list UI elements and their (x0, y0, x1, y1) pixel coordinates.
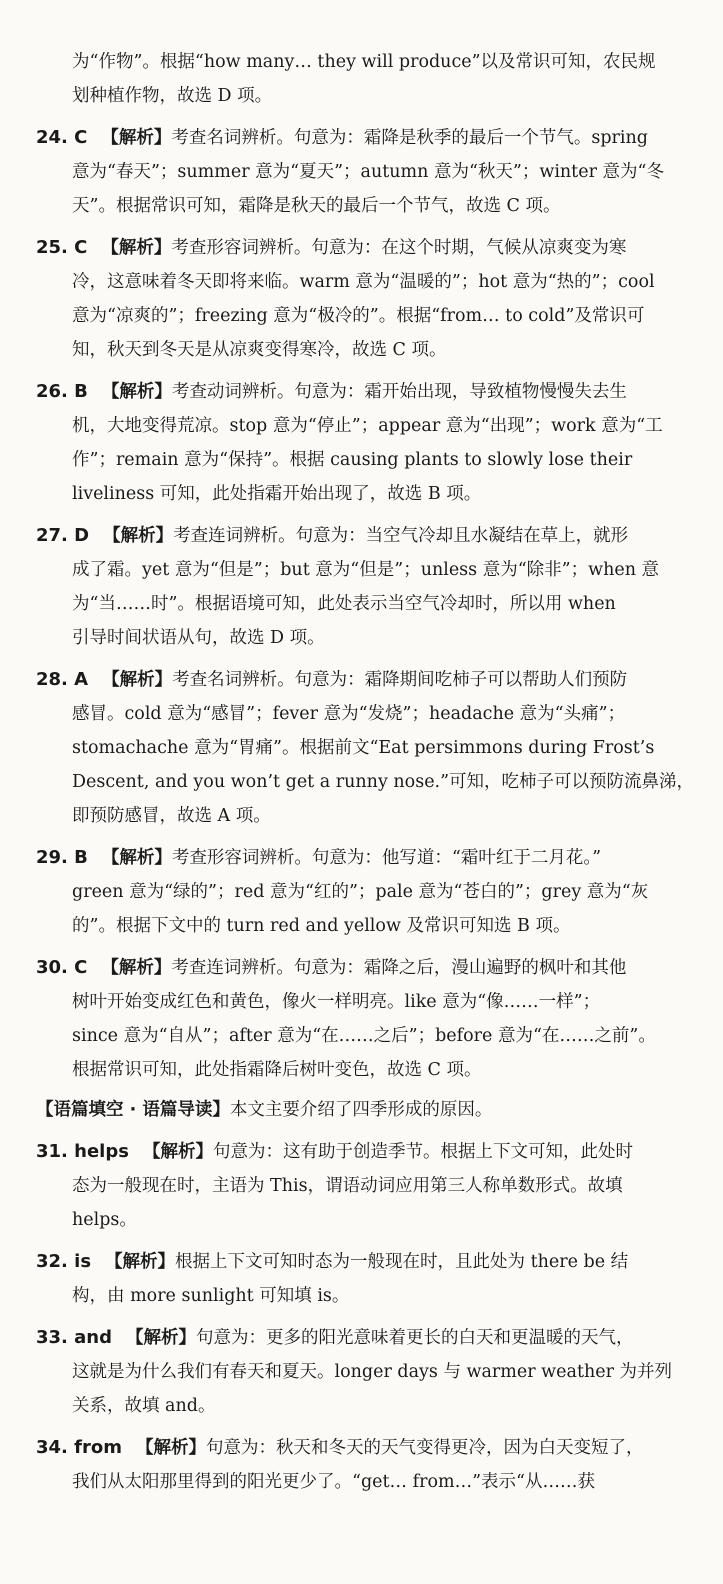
text-line (0, 445, 713, 475)
line-text: green 意为“绿的”；red 意为“红的”；pale 意为“苍白的”；grey 意为“灰 (72, 882, 649, 902)
section-heading (0, 1095, 713, 1125)
text-line (0, 267, 713, 297)
line-text: 构，由 more sunlight 可知填 is。 (72, 1286, 350, 1306)
line-text: stomachache 意为“胃痛”。根据前文“Eat persimmons during Frost’s (72, 738, 655, 758)
line-text: 为“当……时”。根据语境可知，此处表示当空气冷却时，所以用 when (72, 594, 616, 614)
text-line (0, 801, 713, 831)
line-text: 即预防感冒，故选 A 项。 (72, 806, 271, 826)
line-text: 机，大地变得荒凉。stop 意为“停止”；appear 意为“出现”；work 意为“工 (72, 416, 663, 436)
answer-number: 25. C (36, 237, 88, 258)
text-line (0, 555, 713, 585)
answer-number: 28. A (36, 669, 89, 690)
analysis-text: 考查动词辨析。句意为：霜开始出现，导致植物慢慢失去生 (171, 382, 627, 402)
line-text: 态为一般现在时，主语为 This，谓语动词应用第三人称单数形式。故填 (72, 1176, 623, 1196)
line-text: 划种植作物，故选 D 项。 (72, 86, 273, 106)
answer-number: 30. C (36, 957, 88, 978)
analysis-tag: 【解析】 (101, 382, 172, 402)
line-text: 冷，这意味着冬天即将来临。warm 意为“温暖的”；hot 意为“热的”；cool (72, 272, 655, 292)
line-text: 的”。根据下文中的 turn red and yellow 及常识可知选 B 项。 (72, 916, 571, 936)
line-text: 引导时间状语从句，故选 D 项。 (72, 628, 325, 648)
text-line (0, 1467, 713, 1497)
text-line (0, 47, 713, 77)
line-text: 根据常识可知，此处指霜降后树叶变色，故选 C 项。 (72, 1060, 482, 1080)
analysis-tag: 【解析】 (101, 238, 172, 258)
text-line (0, 1281, 713, 1311)
answer-item (0, 843, 713, 873)
text-line (0, 699, 713, 729)
text-line (0, 1021, 713, 1051)
text-line (0, 623, 713, 653)
text-line (0, 911, 713, 941)
answer-item (0, 1433, 713, 1463)
line-text: 这就是为什么我们有春天和夏天。longer days 与 warmer weather 为并列 (72, 1362, 673, 1382)
analysis-text: 考查连词辨析。句意为：当空气冷却且水凝结在草上，就形 (173, 526, 629, 546)
text-line (0, 479, 713, 509)
text-line (0, 157, 713, 187)
analysis-text: 考查名词辨析。句意为：霜降期间吃柿子可以帮助人们预防 (172, 670, 628, 690)
text-line (0, 877, 713, 907)
analysis-tag: 【解析】 (102, 670, 173, 690)
section-text: 本文主要介绍了四季形成的原因。 (229, 1100, 493, 1120)
text-line (0, 335, 713, 365)
answer-item (0, 233, 713, 263)
line-text: 为“作物”。根据“how many… they will produce”以及常识可知，农民规 (72, 52, 656, 72)
line-text: 成了霜。yet 意为“但是”；but 意为“但是”；unless 意为“除非”；when 意 (72, 560, 660, 580)
answer-item (0, 521, 713, 551)
line-text: 作”；remain 意为“保持”。根据 causing plants to slowly lose their (72, 450, 633, 470)
text-line (0, 767, 713, 797)
text-line (0, 411, 713, 441)
analysis-text: 根据上下文可知时态为一般现在时，且此处为 there be 结 (175, 1252, 629, 1272)
line-text: 感冒。cold 意为“感冒”；fever 意为“发烧”；headache 意为“头痛”； (72, 704, 626, 724)
analysis-text: 考查名词辨析。句意为：霜降是秋季的最后一个节气。spring (171, 128, 648, 148)
analysis-text: 句意为：更多的阳光意味着更长的白天和更温暖的天气， (196, 1328, 634, 1348)
answer-item (0, 953, 713, 983)
line-text: 意为“春天”；summer 意为“夏天”；autumn 意为“秋天”；winter 意为“冬 (72, 162, 664, 182)
answer-item (0, 1137, 713, 1167)
text-line (0, 733, 713, 763)
line-text: 关系，故填 and。 (72, 1396, 216, 1416)
answer-item (0, 377, 713, 407)
line-text: 树叶开始变成红色和黄色，像火一样明亮。like 意为“像……一样”； (72, 992, 601, 1012)
answer-number: 34. from (36, 1437, 122, 1458)
analysis-tag: 【解析】 (142, 1142, 213, 1162)
answer-item (0, 1247, 713, 1277)
text-line (0, 987, 713, 1017)
analysis-text: 考查连词辨析。句意为：霜降之后，漫山遍野的枫叶和其他 (171, 958, 627, 978)
line-text: 我们从太阳那里得到的阳光更少了。“get… from…”表示“从……获 (72, 1472, 595, 1492)
analysis-tag: 【解析】 (135, 1438, 206, 1458)
analysis-text: 考查形容词辨析。句意为：在这个时期，气候从凉爽变为寒 (171, 238, 627, 258)
line-text: Descent, and you won’t get a runny nose.”可知，吃柿子可以预防流鼻涕， (72, 772, 695, 792)
answer-number: 31. helps (36, 1141, 129, 1162)
answer-number: 27. D (36, 525, 90, 546)
line-text: liveliness 可知，此处指霜开始出现了，故选 B 项。 (72, 484, 482, 504)
analysis-text: 考查形容词辨析。句意为：他写道：“霜叶红于二月花。” (171, 848, 602, 868)
answer-number: 33. and (36, 1327, 112, 1348)
analysis-text: 句意为：秋天和冬天的天气变得更冷，因为白天变短了， (205, 1438, 644, 1458)
text-line (0, 1055, 713, 1085)
answer-item (0, 123, 713, 153)
answer-number: 29. B (36, 847, 88, 868)
line-text: helps。 (72, 1210, 137, 1230)
text-line (0, 191, 713, 221)
answer-item (0, 1323, 713, 1353)
text-line (0, 589, 713, 619)
answer-number: 32. is (36, 1251, 92, 1272)
section-tag: 【语篇填空 · 语篇导读】 (36, 1100, 230, 1120)
analysis-tag: 【解析】 (105, 1252, 176, 1272)
analysis-tag: 【解析】 (103, 526, 174, 546)
answer-number: 26. B (36, 381, 88, 402)
analysis-tag: 【解析】 (101, 848, 172, 868)
answer-item (0, 665, 713, 695)
text-line (0, 1171, 713, 1201)
text-line (0, 1205, 713, 1235)
line-text: 天”。根据常识可知，霜降是秋天的最后一个节气，故选 C 项。 (72, 196, 561, 216)
line-text: 意为“凉爽的”；freezing 意为“极冷的”。根据“from… to cold”及常识可 (72, 306, 645, 326)
line-text: 知，秋天到冬天是从凉爽变得寒冷，故选 C 项。 (72, 340, 447, 360)
analysis-text: 句意为：这有助于创造季节。根据上下文可知，此处时 (212, 1142, 633, 1162)
answer-number: 24. C (36, 127, 88, 148)
text-line (0, 1357, 713, 1387)
text-line (0, 301, 713, 331)
text-line (0, 81, 713, 111)
text-line (0, 1391, 713, 1421)
line-text: since 意为“自从”；after 意为“在……之后”；before 意为“在……之前”。 (72, 1026, 656, 1046)
analysis-tag: 【解析】 (101, 958, 172, 978)
analysis-tag: 【解析】 (101, 128, 172, 148)
analysis-tag: 【解析】 (126, 1328, 196, 1348)
